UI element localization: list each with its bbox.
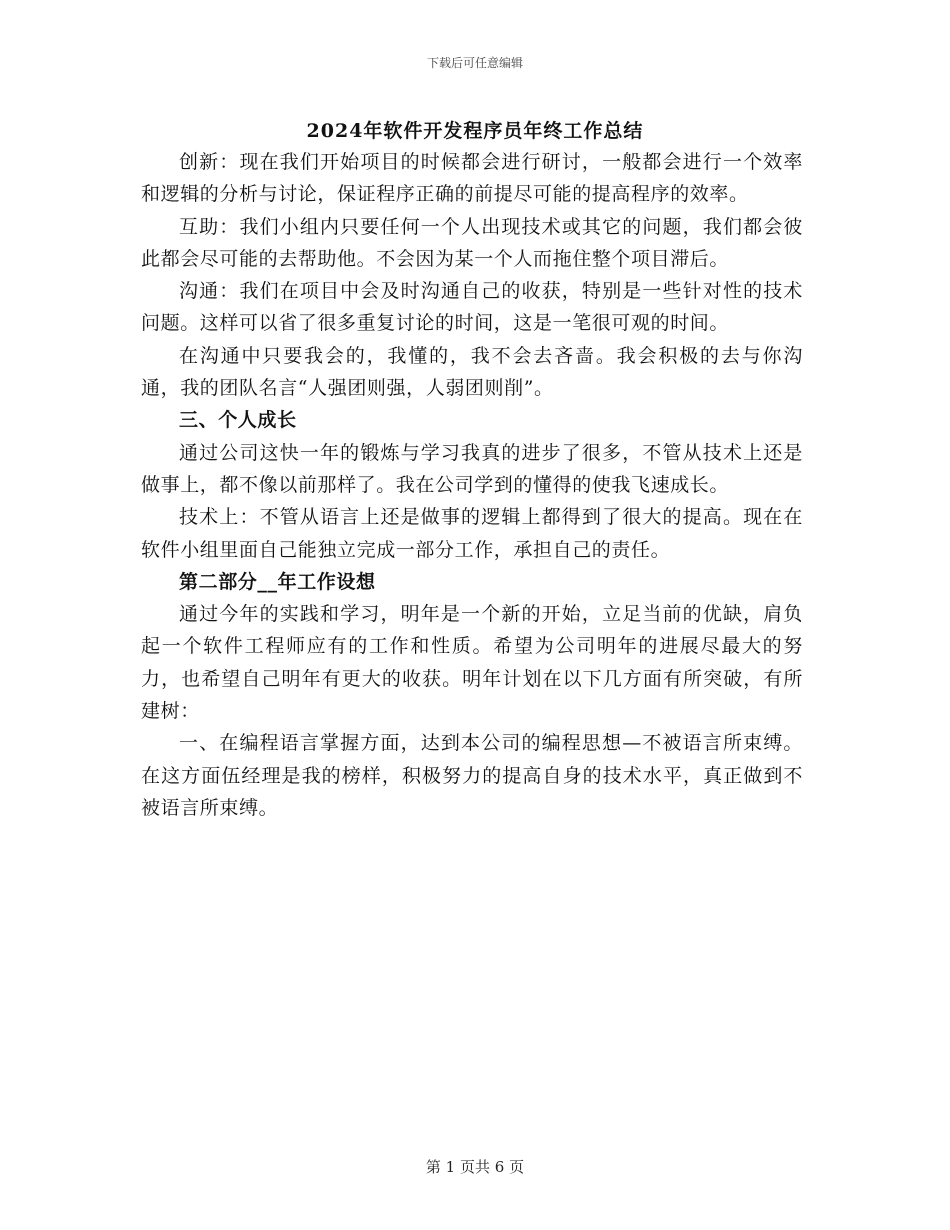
- paragraph-communication: 沟通：我们在项目中会及时沟通自己的收获，特别是一些针对性的技术问题。这样可以省了很多重复讨论的时间，这是一笔很可观的时间。: [141, 280, 803, 335]
- paragraph-language-goal: 一、在编程语言掌握方面，达到本公司的编程思想—不被语言所束缚。在这方面伍经理是我的榜样，积极努力的提高自身的技术水平，真正做到不被语言所束缚。: [141, 732, 803, 819]
- paragraph-mutual-help: 互助：我们小组内只要任何一个人出现技术或其它的问题，我们都会彼此都会尽可能的去帮助他。不会因为某一个人而拖住整个项目滞后。: [141, 215, 803, 270]
- section-heading-part-two: 第二部分__年工作设想: [179, 570, 376, 593]
- document-title: 2024年软件开发程序员年终工作总结: [306, 120, 644, 142]
- page-number: 第 1 页共 6 页: [425, 1158, 525, 1176]
- paragraph-innovation: 创新：现在我们开始项目的时候都会进行研讨，一般都会进行一个效率和逻辑的分析与讨论，保证程序正确的前提尽可能的提高程序的效率。: [141, 151, 803, 206]
- paragraph-sharing: 在沟通中只要我会的，我懂的，我不会去吝啬。我会积极的去与你沟通，我的团队名言“人强团则强，人弱团则削”。: [141, 344, 803, 400]
- paragraph-technical: 技术上：不管从语言上还是做事的逻辑上都得到了很大的提高。现在在软件小组里面自己能独立完成一部分工作，承担自己的责任。: [141, 506, 803, 561]
- paragraph-growth: 通过公司这快一年的锻炼与学习我真的进步了很多，不管从技术上还是做事上，都不像以前那样了。我在公司学到的懂得的使我飞速成长。: [141, 441, 803, 496]
- header-note: 下载后可任意编辑: [426, 56, 523, 70]
- section-heading-personal-growth: 三、个人成长: [179, 409, 297, 432]
- paragraph-plan: 通过今年的实践和学习，明年是一个新的开始，立足当前的优缺，肩负起一个软件工程师应有的工作和性质。希望为公司明年的进展尽最大的努力，也希望自己明年有更大的收获。明年计划在以下几方面有所突破，有所建树：: [141, 603, 803, 723]
- document-body: [141, 146, 803, 824]
